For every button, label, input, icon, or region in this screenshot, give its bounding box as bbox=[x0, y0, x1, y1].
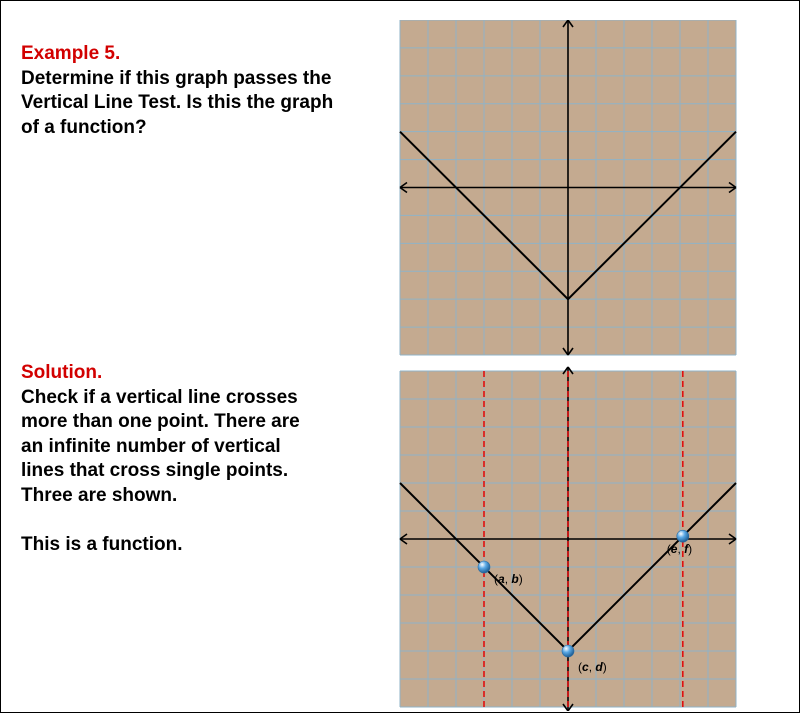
example-heading: Example 5. bbox=[21, 43, 121, 64]
intersection-point-3 bbox=[677, 530, 689, 542]
point-label-2: (c, d) bbox=[578, 660, 607, 674]
intersection-point-2 bbox=[562, 645, 574, 657]
example-line-3: of a function? bbox=[21, 116, 147, 138]
solution-conclusion: This is a function. bbox=[21, 533, 183, 555]
solution-line-5: Three are shown. bbox=[21, 484, 178, 506]
intersection-point-1 bbox=[478, 561, 490, 573]
solution-line-3: an infinite number of vertical bbox=[21, 435, 281, 457]
point-label-1: (a, b) bbox=[494, 572, 523, 586]
example-line-2: Vertical Line Test. Is this the graph bbox=[21, 92, 334, 113]
solution-graph bbox=[373, 366, 763, 711]
solution-line-1: Check if a vertical line crosses bbox=[21, 386, 298, 408]
example-text-block bbox=[21, 42, 381, 140]
solution-heading: Solution. bbox=[21, 362, 103, 383]
solution-line-2: more than one point. There are bbox=[21, 411, 300, 432]
example-line-1: Determine if this graph passes the bbox=[21, 67, 332, 89]
point-label-3: (e, f) bbox=[666, 542, 693, 557]
solution-line-4: lines that cross single points. bbox=[21, 460, 289, 481]
example-graph bbox=[373, 20, 763, 362]
solution-text-block bbox=[21, 361, 381, 557]
